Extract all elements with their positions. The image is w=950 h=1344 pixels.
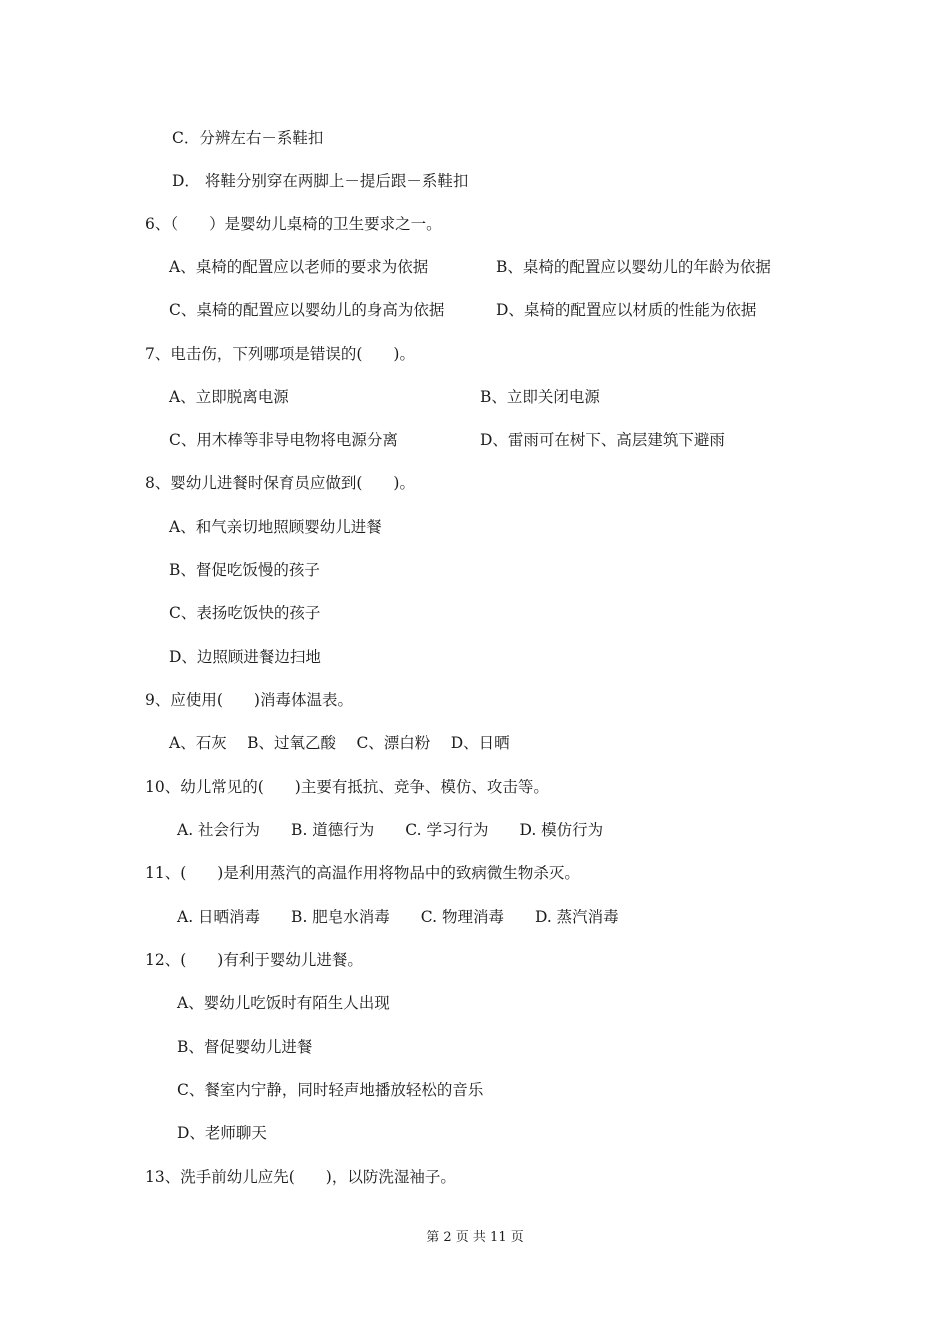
q7-option-c: C、用木棒等非导电物将电源分离 [169,431,398,449]
q12-option-a: A、婴幼儿吃饭时有陌生人出现 [177,994,390,1012]
q8-option-a: A、和气亲切地照顾婴幼儿进餐 [169,518,382,536]
q12-option-b: B、督促婴幼儿进餐 [177,1038,313,1056]
option-c-prev: C．分辨左右－系鞋扣 [172,129,324,147]
question-10: 10、幼儿常见的( )主要有抵抗、竞争、模仿、攻击等。 [145,778,549,796]
question-13: 13、洗手前幼儿应先( )，以防洗湿袖子。 [145,1168,456,1186]
option-d-prev: D． 将鞋分别穿在两脚上－提后跟－系鞋扣 [172,172,469,190]
q8-option-b: B、督促吃饭慢的孩子 [169,561,320,579]
page-footer: 第 2 页 共 11 页 [426,1230,524,1245]
q6-option-c: C、桌椅的配置应以婴幼儿的身高为依据 [169,301,445,319]
question-6: 6、（ ）是婴幼儿桌椅的卫生要求之一。 [145,215,442,233]
q8-option-d: D、边照顾进餐边扫地 [169,648,321,666]
q9-options: A、石灰 B、过氧乙酸 C、漂白粉 D、日晒 [169,734,510,752]
q12-option-d: D、老师聊天 [177,1124,267,1142]
q6-option-b: B、桌椅的配置应以婴幼儿的年龄为依据 [496,258,771,276]
q7-option-a: A、立即脱离电源 [169,388,289,406]
question-12: 12、( )有利于婴幼儿进餐。 [145,951,363,969]
question-7: 7、电击伤，下列哪项是错误的( )。 [145,345,415,363]
q6-option-a: A、桌椅的配置应以老师的要求为依据 [169,258,429,276]
q8-option-c: C、表扬吃饭快的孩子 [169,604,321,622]
q11-options: A. 日晒消毒 B. 肥皂水消毒 C. 物理消毒 D. 蒸汽消毒 [177,908,619,926]
q6-option-d: D、桌椅的配置应以材质的性能为依据 [496,301,757,319]
question-8: 8、婴幼儿进餐时保育员应做到( )。 [145,474,415,492]
question-9: 9、应使用( )消毒体温表。 [145,691,353,709]
q7-option-d: D、雷雨可在树下、高层建筑下避雨 [480,431,725,449]
q10-options: A. 社会行为 B. 道德行为 C. 学习行为 D. 模仿行为 [177,821,604,839]
q7-option-b: B、立即关闭电源 [480,388,600,406]
q12-option-c: C、餐室内宁静，同时轻声地播放轻松的音乐 [177,1081,484,1099]
question-11: 11、( )是利用蒸汽的高温作用将物品中的致病微生物杀灭。 [145,864,580,882]
